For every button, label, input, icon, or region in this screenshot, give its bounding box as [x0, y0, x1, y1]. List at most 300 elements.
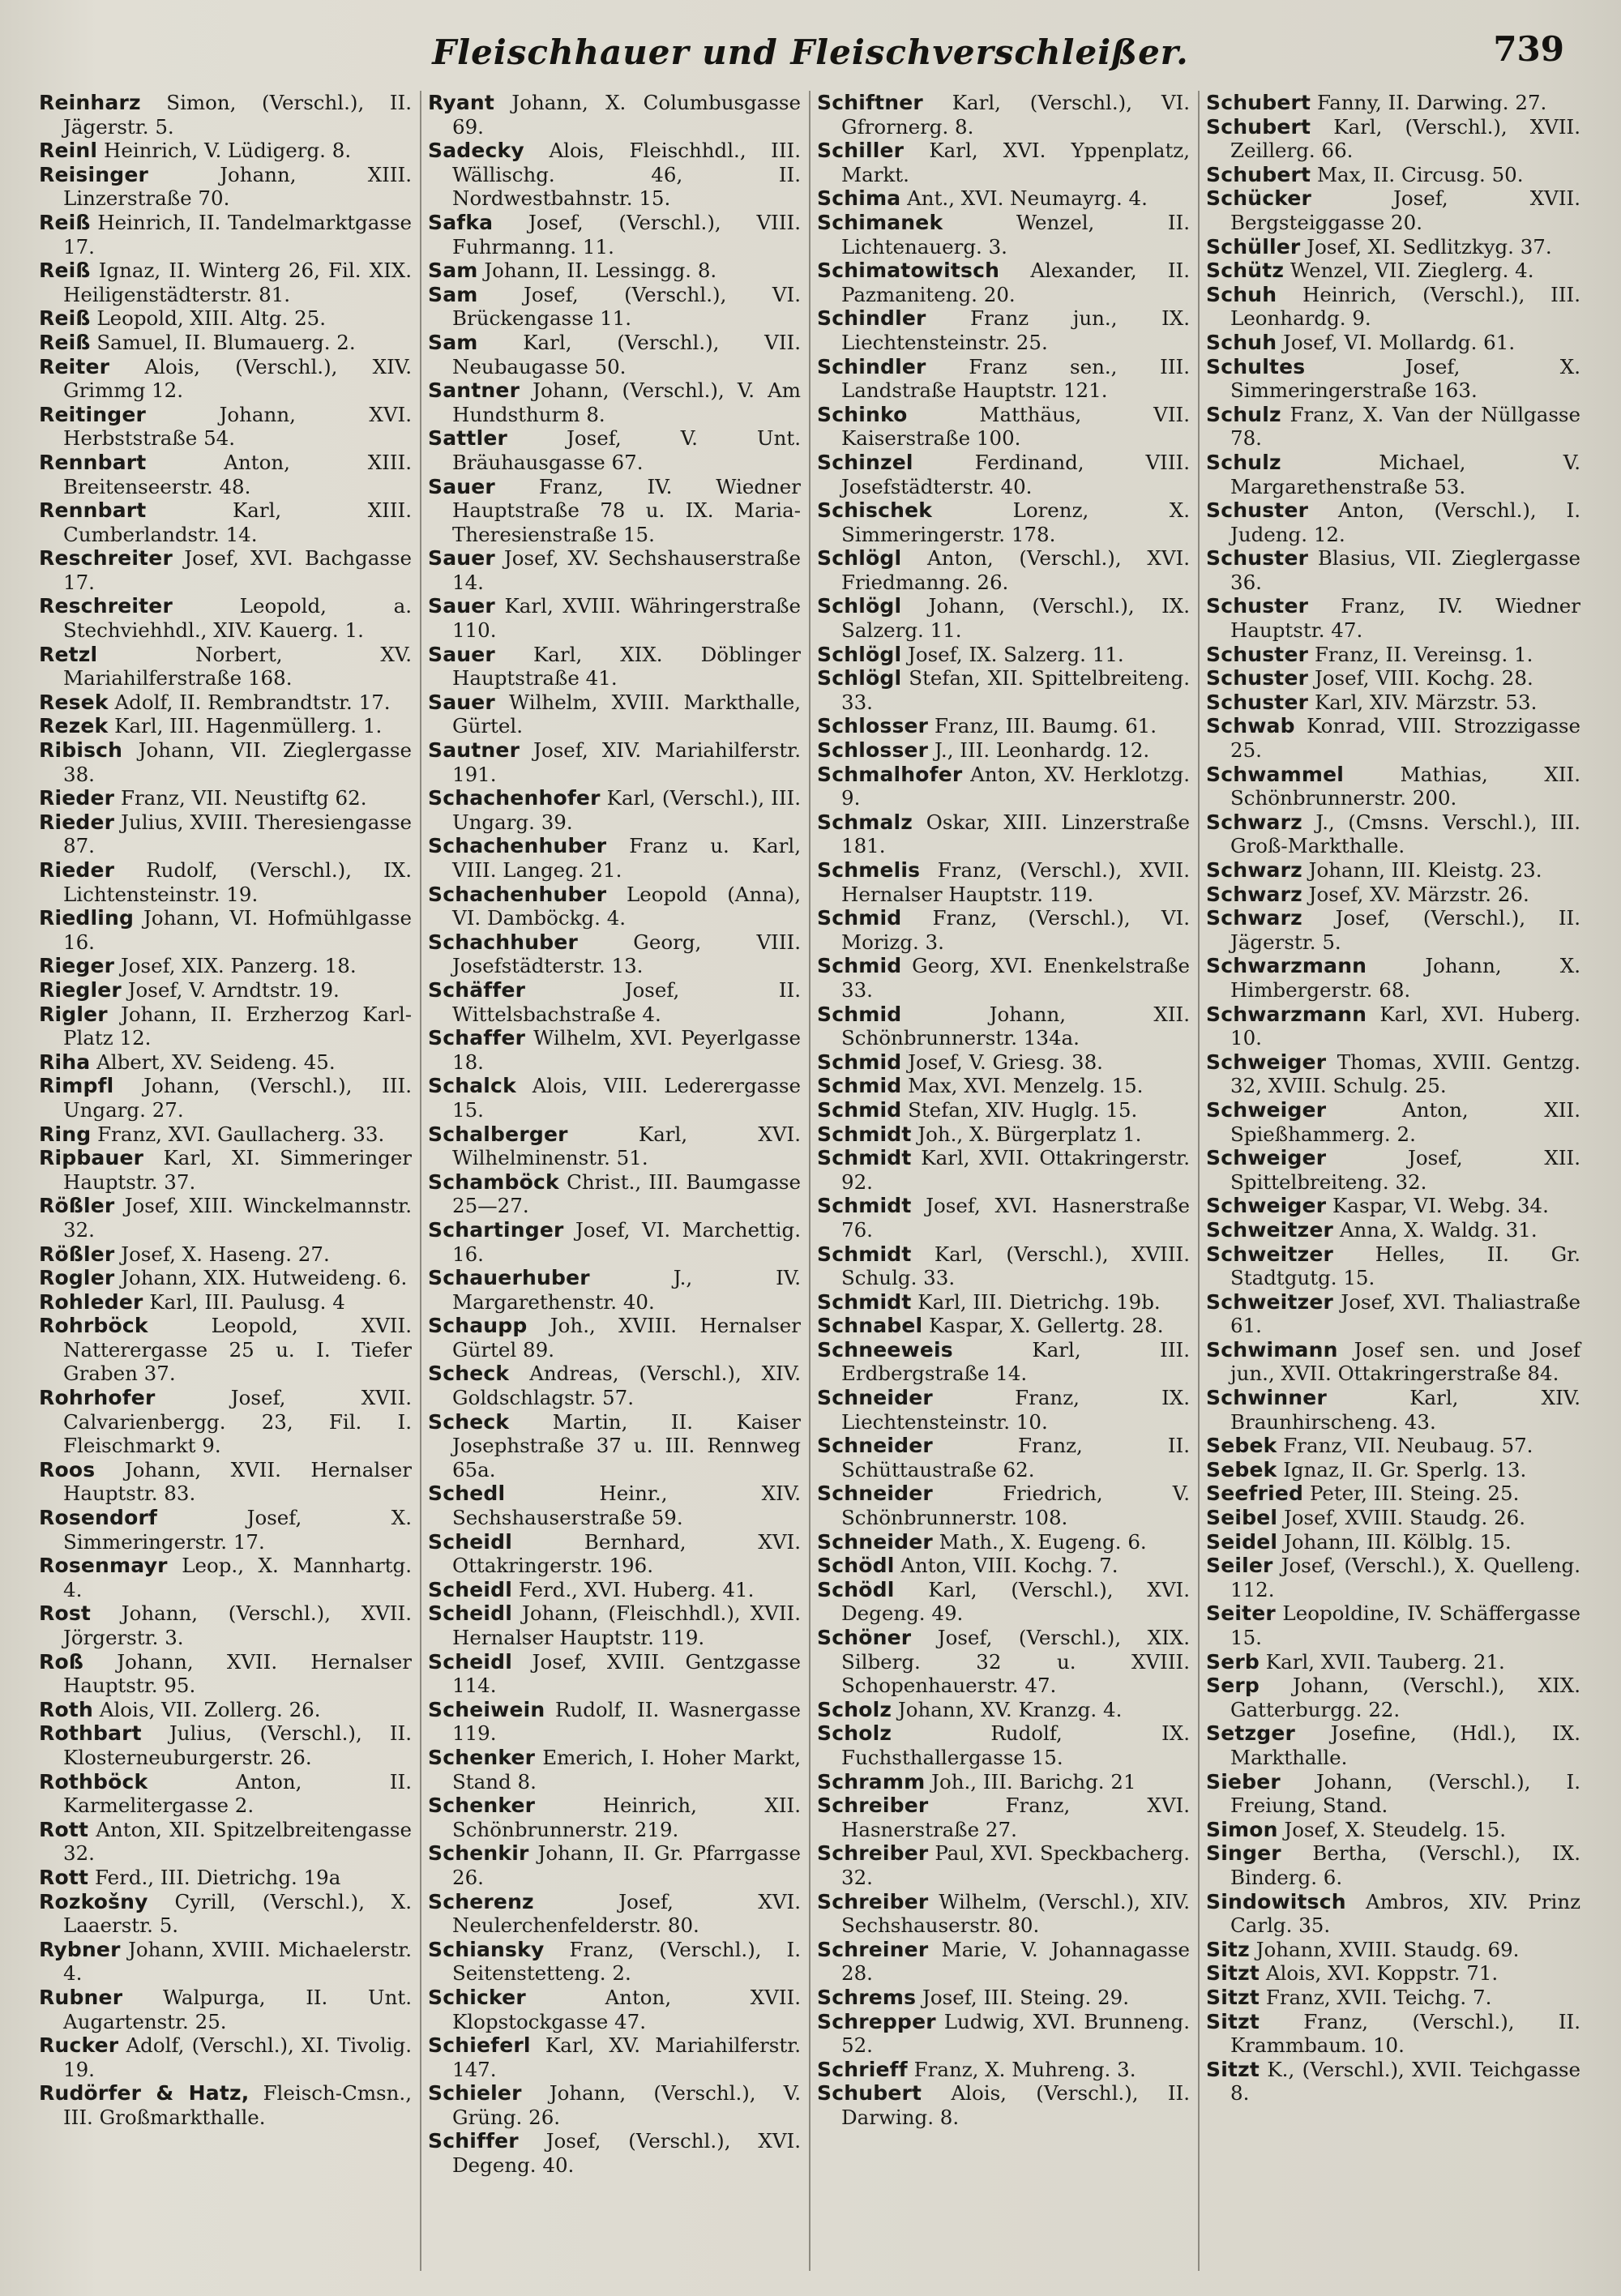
entry-details: Heinrich, II. Tandelmarktgasse 17.: [63, 210, 412, 259]
directory-entry: [1206, 1721, 1580, 1769]
entry-details: Franz, IV. Wiedner Hauptstr. 47.: [1230, 594, 1580, 643]
directory-entry: [1206, 1818, 1580, 1842]
directory-entry: [1206, 1890, 1580, 1938]
entry-details: Johann, (Verschl.), IX. Salzerg. 11.: [841, 594, 1190, 643]
directory-entry: [1206, 1506, 1580, 1530]
entry-details: Josef, (Verschl.), VI. Brückengasse 11.: [452, 282, 801, 331]
entry-name: Schaffer: [428, 1026, 526, 1050]
directory-entry: [817, 451, 1190, 498]
directory-entry: [1206, 1050, 1580, 1098]
entry-name: Schenkir: [428, 1841, 529, 1866]
entry-name: Schuster: [1206, 498, 1309, 523]
entry-details: Karl, XIV. Braunhirscheng. 43.: [1230, 1386, 1580, 1434]
directory-entry: [1206, 1770, 1580, 1818]
entry-name: Schwarz: [1206, 810, 1302, 834]
directory-entry: [39, 2081, 412, 2129]
entry-details: Anton, (Verschl.), XVI. Friedmanng. 26.: [841, 546, 1190, 594]
entry-details: Franz, (Verschl.), II. Krammbaum. 10.: [1230, 2009, 1580, 2058]
directory-entry: [428, 546, 801, 594]
entry-details: Karl, III. Dietrichg. 19b.: [917, 1289, 1161, 1314]
entry-details: Johann, II. Lessingg. 8.: [484, 259, 717, 283]
entry-details: Karl, (Verschl.), VI. Gfrornerg. 8.: [841, 91, 1190, 139]
entry-details: Friedrich, V. Schönbrunnerstr. 108.: [841, 1481, 1190, 1530]
entry-details: Karl, (Verschl.), XVIII. Schulg. 33.: [841, 1242, 1190, 1290]
entry-details: J., (Cmsns. Verschl.), III. Groß-Markthalle.: [1230, 810, 1580, 858]
entry-details: Mathias, XII. Schönbrunnerstr. 200.: [1230, 762, 1580, 810]
entry-name: Schneider: [817, 1386, 933, 1410]
directory-entry: [817, 186, 1190, 211]
entry-name: Schubert: [1206, 114, 1311, 139]
entry-details: Michael, V. Margarethenstraße 53.: [1230, 450, 1580, 498]
entry-name: Schweitzer: [1206, 1242, 1334, 1266]
entry-name: Scheiwein: [428, 1697, 545, 1721]
directory-entry: [817, 1626, 1190, 1698]
entry-name: Schreiber: [817, 1841, 929, 1866]
entry-details: Josef, IX. Salzerg. 11.: [908, 642, 1124, 666]
directory-entry: [428, 978, 801, 1026]
entry-details: Johann, VI. Hofmühlgasse 16.: [63, 906, 412, 954]
directory-entry: [817, 1890, 1190, 1938]
directory-entry: [39, 1818, 412, 1866]
entry-details: Josef, XI. Sedlitzkyg. 37.: [1307, 234, 1552, 259]
directory-entry: [428, 1410, 801, 1482]
directory-entry: [1206, 810, 1580, 858]
entry-details: Julius, (Verschl.), II. Klosterneuburgerstr. 26.: [63, 1721, 412, 1769]
entry-name: Schiftner: [817, 91, 923, 114]
entry-name: Schreiber: [817, 1794, 929, 1818]
entry-details: Josefine, (Hdl.), IX. Markthalle.: [1230, 1721, 1580, 1769]
entry-details: Karl, XIX. Döblinger Hauptstraße 41.: [452, 642, 802, 691]
entry-name: Sitzt: [1206, 1985, 1260, 2009]
directory-entry: [39, 691, 412, 715]
entry-name: Sitzt: [1206, 1961, 1260, 1986]
entry-name: Santner: [428, 378, 520, 403]
entry-name: Scheidl: [428, 1577, 513, 1601]
directory-entry: [39, 1866, 412, 1890]
entry-name: Schütz: [1206, 259, 1285, 283]
entry-details: Wenzel, VII. Zieglerg. 4.: [1290, 259, 1534, 283]
entry-details: Konrad, VIII. Strozzigasse 25.: [1230, 714, 1580, 763]
directory-entry: [39, 738, 412, 786]
directory-entry: [1206, 883, 1580, 907]
entry-details: Joh., III. Barichg. 21: [931, 1769, 1136, 1794]
entry-details: Josef, (Verschl.), II. Jägerstr. 5.: [1230, 906, 1580, 954]
entry-details: Johann, XIII. Linzerstraße 70.: [63, 162, 412, 211]
directory-entry: [1206, 666, 1580, 691]
entry-details: Josef, II. Wittelsbachstraße 4.: [452, 977, 801, 1026]
entry-name: Schieler: [428, 2081, 522, 2106]
entry-details: Johann, XVIII. Staudg. 69.: [1255, 1937, 1520, 1961]
entry-details: Johann, XII. Schönbrunnerstr. 134a.: [841, 1002, 1190, 1050]
entry-name: Schmelis: [817, 858, 921, 882]
entry-details: Josef, III. Steing. 29.: [922, 1985, 1130, 2009]
entry-details: Josef, (Verschl.), XVI. Degeng. 40.: [452, 2129, 801, 2178]
entry-details: Johann, (Fleischhdl.), XVII. Hernalser Hauptstr. 119.: [452, 1601, 801, 1649]
entry-details: Karl, (Verschl.), XVII. Zeillerg. 66.: [1230, 114, 1581, 163]
entry-name: Schwimann: [1206, 1337, 1338, 1362]
entry-name: Rimpfl: [39, 1074, 114, 1098]
directory-entry: [428, 426, 801, 474]
entry-name: Scholz: [817, 1721, 892, 1746]
directory-entry: [817, 1794, 1190, 1841]
entry-name: Schreiber: [817, 1889, 929, 1913]
directory-entry: [1206, 331, 1580, 355]
directory-entry: [817, 498, 1190, 546]
entry-name: Schimanek: [817, 210, 943, 234]
entry-details: Josef, (Verschl.), VIII. Fuhrmanng. 11.: [452, 210, 801, 259]
directory-entry: [817, 1003, 1190, 1050]
entry-details: Leopoldine, IV. Schäffergasse 15.: [1230, 1601, 1580, 1649]
entry-name: Schieferl: [428, 2033, 531, 2058]
entry-details: Martin, II. Kaiser Josephstraße 37 u. III. Rennweg 65a.: [452, 1409, 801, 1481]
directory-entry: [39, 1146, 412, 1194]
entry-details: Franz, XVI. Gaullacherg. 33.: [97, 1122, 385, 1146]
directory-entry: [39, 1242, 412, 1267]
entry-details: Anton, XVII. Klopstockgasse 47.: [452, 1985, 801, 2033]
directory-entry: [39, 954, 412, 978]
entry-details: Josef, VI. Mollardg. 61.: [1283, 330, 1516, 354]
directory-entry: [817, 643, 1190, 667]
entry-details: Anna, X. Waldg. 31.: [1339, 1217, 1538, 1242]
entry-details: Johann, XVIII. Michaelerstr. 4.: [63, 1937, 413, 1986]
directory-entry: [1206, 1554, 1580, 1601]
entry-name: Rosenmayr: [39, 1554, 168, 1578]
entry-details: Johann, II. Gr. Pfarrgasse 26.: [452, 1841, 801, 1889]
directory-entry: [428, 738, 801, 786]
entry-details: Franz u. Karl, VIII. Langeg. 21.: [452, 834, 801, 882]
entry-name: Scheidl: [428, 1529, 513, 1554]
entry-details: Franz, VII. Neustiftg 62.: [120, 786, 367, 810]
entry-details: Wilhelm, XVI. Peyerlgasse 18.: [452, 1026, 801, 1074]
entry-details: Josef, XVI. Neulerchenfelderstr. 80.: [452, 1889, 801, 1938]
entry-name: Reschreiter: [39, 594, 173, 618]
entry-details: Alois, VIII. Lederergasse 15.: [452, 1074, 801, 1122]
directory-entry: [817, 1314, 1190, 1338]
directory-entry: [817, 1938, 1190, 1986]
entry-details: J., III. Leonhardg. 12.: [935, 738, 1150, 763]
entry-name: Reiß: [39, 330, 91, 354]
directory-entry: [1206, 403, 1580, 451]
entry-details: Georg, VIII. Josefstädterstr. 13.: [452, 930, 801, 978]
entry-details: Anton, XII. Spießhammerg. 2.: [1230, 1097, 1580, 1146]
page-number: 739: [1493, 29, 1564, 69]
entry-details: Simon, (Verschl.), II. Jägerstr. 5.: [63, 91, 412, 139]
entry-details: Bertha, (Verschl.), IX. Binderg. 6.: [1230, 1841, 1580, 1889]
directory-entry: [428, 2129, 801, 2177]
entry-details: Rudolf, IX. Fuchsthallergasse 15.: [841, 1721, 1190, 1769]
directory-entry: [1206, 235, 1580, 259]
directory-entry: [428, 259, 801, 283]
directory-entry: [39, 498, 412, 546]
directory-entry: [428, 1266, 801, 1314]
directory-entry: [39, 331, 412, 355]
directory-entry: [1206, 1003, 1580, 1050]
entry-name: Schlosser: [817, 738, 929, 763]
directory-entry: [1206, 1338, 1580, 1386]
entry-name: Scheck: [428, 1362, 510, 1386]
entry-name: Scherenz: [428, 1889, 534, 1913]
directory-entry: [817, 1770, 1190, 1794]
directory-entry: [817, 91, 1190, 139]
entry-details: Karl, III. Hagenmüllerg. 1.: [114, 714, 383, 738]
entry-name: Rößler: [39, 1194, 115, 1218]
directory-entry: [817, 666, 1190, 714]
entry-details: Alexander, II. Pazmaniteng. 20.: [841, 259, 1190, 306]
entry-name: Schlögl: [817, 594, 902, 618]
directory-entry: [1206, 259, 1580, 283]
entry-details: Alois, XVI. Koppstr. 71.: [1265, 1961, 1499, 1986]
entry-details: Johann, XV. Kranzg. 4.: [897, 1697, 1123, 1721]
entry-details: Franz sen., III. Landstraße Hauptstr. 121.: [841, 354, 1190, 403]
entry-name: Schiffer: [428, 2129, 519, 2153]
entry-details: Josef, (Verschl.), X. Quelleng. 112.: [1230, 1554, 1580, 1601]
entry-details: Fleisch-Cmsn., III. Großmarkthalle.: [63, 2081, 412, 2129]
entry-details: Anton, XV. Herklotzg. 9.: [841, 762, 1190, 810]
entry-name: Schmidt: [817, 1146, 912, 1170]
entry-details: Josef, XVIII. Gentzgasse 114.: [452, 1649, 801, 1698]
directory-entry: [39, 1266, 412, 1290]
entry-details: Johann, XVII. Hernalser Hauptstr. 95.: [63, 1649, 412, 1698]
directory-entry: [428, 1122, 801, 1170]
directory-entry: [1206, 1938, 1580, 1962]
entry-name: Seiter: [1206, 1601, 1276, 1626]
entry-details: Karl, XVII. Ottakringerstr. 92.: [841, 1146, 1190, 1194]
directory-entry: [817, 1074, 1190, 1098]
entry-details: Joh., XVIII. Hernalser Gürtel 89.: [452, 1314, 801, 1362]
entry-name: Schweiger: [1206, 1194, 1327, 1218]
entry-details: Johann, X. Columbusgasse 69.: [452, 91, 801, 139]
directory-entry: [39, 1386, 412, 1458]
directory-entry: [817, 2058, 1190, 2082]
entry-name: Reiter: [39, 354, 110, 378]
entry-name: Schmid: [817, 1074, 902, 1098]
directory-entry: [39, 1050, 412, 1075]
directory-entry: [817, 403, 1190, 451]
entry-details: Johann, (Verschl.), XIX. Gatterburgg. 22.: [1230, 1674, 1580, 1721]
directory-entry: [39, 2033, 412, 2081]
entry-name: Reiß: [39, 259, 91, 283]
directory-entry: [1206, 355, 1580, 403]
entry-details: Franz, II. Vereinsg. 1.: [1314, 642, 1533, 666]
entry-details: Paul, XVI. Speckbacherg. 32.: [841, 1841, 1190, 1889]
entry-name: Roos: [39, 1457, 96, 1481]
entry-details: Leopold, XIII. Altg. 25.: [96, 306, 327, 331]
entry-details: Georg, XVI. Enenkelstraße 33.: [841, 954, 1190, 1002]
directory-entry: [39, 1698, 412, 1722]
directory-entry: [428, 211, 801, 259]
entry-name: Ribisch: [39, 738, 123, 763]
directory-entry: [428, 475, 801, 547]
entry-details: Anton, (Verschl.), I. Judeng. 12.: [1230, 498, 1581, 546]
entry-name: Setzger: [1206, 1721, 1296, 1746]
entry-details: Ignaz, II. Winterg 26, Fil. XIX. Heiligenstädterstr. 81.: [63, 259, 412, 306]
entry-details: Heinrich, (Verschl.), III. Leonhardg. 9.: [1230, 282, 1580, 331]
entry-name: Schamböck: [428, 1169, 559, 1194]
entry-name: Schwarz: [1206, 906, 1302, 930]
entry-details: Oskar, XIII. Linzerstraße 181.: [841, 810, 1190, 858]
directory-entry: [1206, 763, 1580, 810]
entry-details: Johann, (Verschl.), V. Grüng. 26.: [452, 2081, 801, 2129]
entry-details: Wilhelm, XVIII. Markthalle, Gürtel.: [452, 690, 801, 738]
entry-name: Reitinger: [39, 402, 147, 426]
directory-entry: [1206, 1386, 1580, 1434]
entry-name: Schlosser: [817, 714, 929, 738]
directory-entry: [39, 91, 412, 139]
directory-entry: [817, 594, 1190, 642]
entry-details: Josef, V. Unt. Bräuhausgasse 67.: [452, 426, 801, 474]
entry-name: Schöner: [817, 1626, 912, 1649]
entry-name: Schiller: [817, 139, 905, 163]
entry-details: Samuel, II. Blumauerg. 2.: [96, 330, 356, 354]
directory-entry: [817, 906, 1190, 954]
column-3: [810, 91, 1200, 2271]
entry-name: Schmid: [817, 906, 902, 930]
entry-name: Schweitzer: [1206, 1289, 1334, 1314]
directory-entry: [817, 1098, 1190, 1122]
directory-entry: [817, 810, 1190, 858]
entry-details: Josef, XVI. Thaliastraße 61.: [1230, 1289, 1580, 1338]
directory-entry: [817, 211, 1190, 259]
directory-entry: [39, 306, 412, 331]
entry-details: Franz jun., IX. Liechtensteinstr. 25.: [841, 306, 1190, 354]
entry-details: Johann, XVII. Hernalser Hauptstr. 83.: [63, 1457, 412, 1506]
entry-details: Johann, XVI. Herbststraße 54.: [63, 402, 412, 451]
entry-details: Heinrich, V. Lüdigerg. 8.: [103, 139, 352, 163]
entry-details: Josef, (Verschl.), XIX. Silberg. 32 u. XVIII. Schopenhauerstr. 47.: [841, 1626, 1190, 1698]
directory-entry: [428, 283, 801, 331]
entry-details: Blasius, VII. Zieglergasse 36.: [1230, 546, 1580, 594]
entry-details: Max, II. Circusg. 50.: [1316, 162, 1524, 186]
entry-name: Rothbart: [39, 1721, 142, 1746]
entry-details: Josef, XVII. Calvarienbergg. 23, Fil. I. Fleischmarkt 9.: [63, 1386, 412, 1458]
entry-name: Rozkošny: [39, 1889, 148, 1913]
entry-details: Marie, V. Johannagasse 28.: [841, 1937, 1191, 1986]
directory-entry: [428, 930, 801, 978]
directory-entry: [428, 1170, 801, 1218]
entry-details: Franz, VII. Neubaug. 57.: [1283, 1434, 1533, 1458]
directory-entry: [1206, 1961, 1580, 1986]
entry-details: Leop., X. Mannhartg. 4.: [63, 1554, 412, 1601]
entry-name: Schaupp: [428, 1314, 528, 1338]
entry-name: Schmid: [817, 1050, 902, 1074]
directory-entry: [1206, 1242, 1580, 1290]
entry-name: Rosendorf: [39, 1506, 158, 1530]
entry-details: Franz, XVII. Teichg. 7.: [1265, 1985, 1492, 2009]
entry-name: Sauer: [428, 474, 495, 498]
directory-entry: [1206, 1650, 1580, 1674]
entry-name: Schweiger: [1206, 1097, 1327, 1122]
entry-name: Schwarzmann: [1206, 954, 1367, 978]
entry-name: Schlögl: [817, 642, 902, 666]
entry-name: Reisinger: [39, 162, 149, 186]
entry-details: Max, XVI. Menzelg. 15.: [908, 1074, 1144, 1098]
directory-entry: [39, 163, 412, 211]
directory-entry: [817, 1698, 1190, 1722]
entry-name: Rieder: [39, 810, 115, 834]
entry-name: Schwammel: [1206, 762, 1345, 786]
entry-name: Schwab: [1206, 714, 1295, 738]
entry-details: Lorenz, X. Simmeringerstr. 178.: [841, 498, 1190, 546]
entry-name: Schrepper: [817, 2009, 936, 2033]
directory-entry: [428, 331, 801, 378]
directory-entry: [39, 978, 412, 1003]
directory-entry: [1206, 858, 1580, 883]
entry-name: Schindler: [817, 306, 926, 331]
entry-name: Sam: [428, 330, 478, 354]
entry-name: Schwinner: [1206, 1386, 1327, 1410]
directory-entry: [39, 714, 412, 738]
entry-details: Ferd., XVI. Huberg. 41.: [518, 1577, 755, 1601]
directory-entry: [428, 91, 801, 139]
directory-entry: [817, 1386, 1190, 1434]
entry-name: Retzl: [39, 642, 98, 666]
entry-details: Franz, X. Muhreng. 3.: [913, 2057, 1136, 2081]
directory-entry: [817, 954, 1190, 1002]
directory-entry: [1206, 2058, 1580, 2106]
entry-name: Schüller: [1206, 234, 1301, 259]
entry-details: Walpurga, II. Unt. Augartenstr. 25.: [63, 1985, 412, 2033]
entry-details: Josef, XVIII. Staudg. 26.: [1283, 1506, 1526, 1530]
entry-details: Josef, XVI. Hasnerstraße 76.: [841, 1194, 1190, 1242]
entry-details: Johann, (Verschl.), III. Ungarg. 27.: [63, 1074, 412, 1122]
entry-name: Schischek: [817, 498, 933, 523]
directory-entry: [1206, 91, 1580, 115]
entry-name: Rothböck: [39, 1769, 148, 1794]
entry-name: Schmidt: [817, 1289, 912, 1314]
entry-name: Schimatowitsch: [817, 259, 1000, 283]
entry-details: Karl, (Verschl.), XVI. Degeng. 49.: [841, 1577, 1190, 1626]
entry-details: Cyrill, (Verschl.), X. Laaerstr. 5.: [63, 1889, 412, 1938]
entry-details: Anton, XII. Spitzelbreitengasse 32.: [63, 1817, 412, 1866]
entry-details: Ferdinand, VIII. Josefstädterstr. 40.: [841, 450, 1190, 498]
entry-name: Schwarz: [1206, 882, 1302, 906]
directory-entry: [1206, 1218, 1580, 1242]
directory-entry: [428, 643, 801, 691]
entry-details: Leopold, a. Stechviehhdl., XIV. Kauerg. 1.: [63, 594, 412, 643]
entry-details: Norbert, XV. Mariahilferstraße 168.: [63, 642, 412, 691]
entry-name: Safka: [428, 210, 494, 234]
directory-entry: [817, 306, 1190, 354]
entry-name: Sauer: [428, 690, 495, 714]
entry-details: Anton, XIII. Breitenseerstr. 48.: [63, 450, 412, 498]
entry-name: Simon: [1206, 1817, 1278, 1841]
page-title: Fleischhauer und Fleischverschleißer.: [432, 32, 1189, 72]
entry-name: Ryant: [428, 91, 495, 114]
entry-details: Ludwig, XVI. Brunneng. 52.: [841, 2009, 1190, 2058]
entry-details: Karl, (Verschl.), VII. Neubaugasse 50.: [452, 330, 801, 378]
entry-name: Rezek: [39, 714, 109, 738]
entry-name: Rennbart: [39, 450, 147, 474]
page-header: [0, 29, 1621, 81]
directory-entry: [817, 1242, 1190, 1290]
entry-name: Rigler: [39, 1002, 108, 1026]
column-4: [1200, 91, 1589, 2271]
directory-entry: [817, 1986, 1190, 2010]
entry-details: Andreas, (Verschl.), XIV. Goldschlagstr. 57.: [452, 1362, 801, 1410]
entry-name: Riegler: [39, 977, 122, 1002]
entry-details: Julius, XVIII. Theresiengasse 87.: [63, 810, 412, 858]
directory-entry: [39, 546, 412, 594]
directory-entry: [39, 139, 412, 163]
directory-entry: [428, 1601, 801, 1649]
directory-entry: [428, 883, 801, 930]
directory-entry: [1206, 906, 1580, 954]
entry-details: Josef, XIII. Winckelmannstr. 32.: [63, 1194, 412, 1242]
entry-details: Matthäus, VII. Kaiserstraße 100.: [841, 402, 1190, 451]
directory-entry: [1206, 2010, 1580, 2058]
directory-entry: [1206, 283, 1580, 331]
entry-name: Schmalz: [817, 810, 913, 834]
